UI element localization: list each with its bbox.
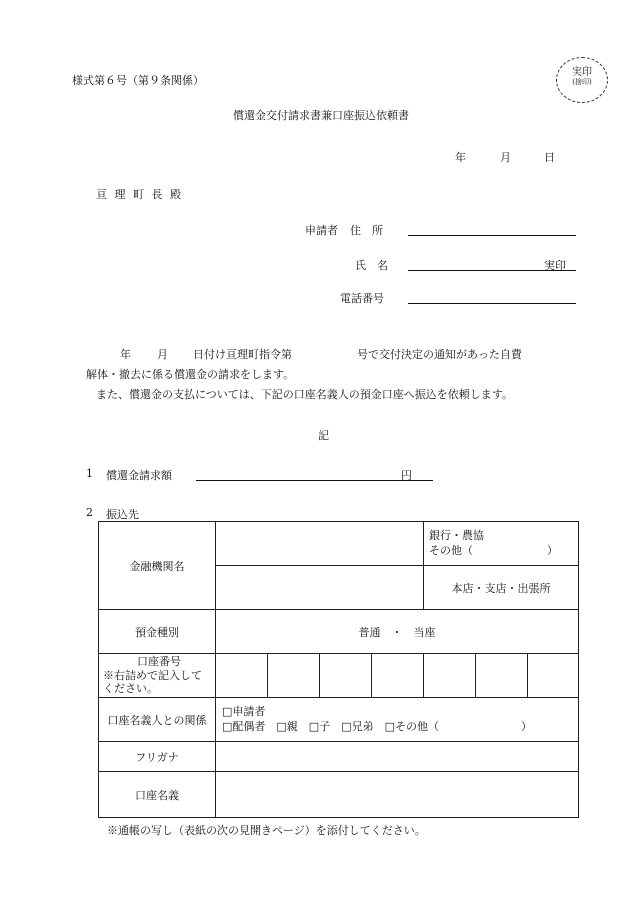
item2-label: 振込先 xyxy=(106,508,139,521)
relation-label: 口座名義人との関係 xyxy=(107,713,207,727)
account-label-cell xyxy=(99,654,216,698)
document-title: 償還金交付請求書兼口座振込依頼書 xyxy=(233,109,409,122)
bank-type-2-close: ） xyxy=(547,543,559,557)
relation-row xyxy=(99,698,579,742)
date-month: 月 xyxy=(500,151,511,164)
furigana-field[interactable] xyxy=(216,742,579,772)
account-digit-5[interactable] xyxy=(424,654,476,698)
address-field[interactable] xyxy=(408,235,576,236)
bank-label: 金融機関名 xyxy=(129,559,185,573)
relation-other-options xyxy=(222,720,578,735)
relation-label-cell xyxy=(99,698,216,742)
account-digit-7[interactable] xyxy=(528,654,579,698)
item1-label: 償還金請求額 xyxy=(106,469,172,482)
body-line-2: 解体・撤去に係る償還金の請求をします。 xyxy=(86,368,295,381)
date-year: 年 xyxy=(455,151,466,164)
bank-type-2: その他（ xyxy=(429,543,473,557)
bank-type-2-row xyxy=(429,544,578,559)
seal-mark: 実印 xyxy=(544,259,566,272)
claim-amount-field[interactable] xyxy=(196,480,433,481)
body-notice-text: 号で交付決定の通知があった自費 xyxy=(357,348,522,361)
branch-name-field[interactable] xyxy=(216,566,424,610)
bank-type-cell xyxy=(424,522,579,566)
phone-label: 電話番号 xyxy=(340,292,384,305)
ki-heading: 記 xyxy=(318,429,329,442)
branch-type-cell xyxy=(424,566,579,610)
holder-name-field[interactable] xyxy=(216,772,579,818)
bank-type-1: 銀行・農協 xyxy=(429,528,484,542)
account-digit-4[interactable] xyxy=(372,654,424,698)
name-label: 氏 名 xyxy=(355,259,388,272)
branch-types: 本店・支店・出張所 xyxy=(451,581,551,595)
stamp-sub-text: (捨印) xyxy=(572,78,592,86)
holder-row xyxy=(99,772,579,818)
bank-name-field[interactable] xyxy=(216,522,424,566)
relation-applicant-option[interactable]: □申請者 xyxy=(222,704,266,718)
bank-row xyxy=(99,522,579,566)
addressee: 亘 理 町 長 殿 xyxy=(96,188,183,201)
stamp-main-text: 実印 xyxy=(572,67,592,78)
body-year: 年 xyxy=(120,348,131,361)
relation-options[interactable]: □配偶者 □親 □子 □兄弟 □その他（ xyxy=(222,719,439,733)
transfer-table xyxy=(98,521,579,818)
deposit-label-cell xyxy=(99,610,216,654)
account-digit-3[interactable] xyxy=(320,654,372,698)
furigana-label: フリガナ xyxy=(135,750,179,764)
account-note-2: ください。 xyxy=(103,682,158,696)
body-order-text: 日付け亘理町指令第 xyxy=(193,348,292,361)
relation-options-cell[interactable] xyxy=(216,698,579,742)
seal-stamp xyxy=(556,57,608,103)
holder-label-cell xyxy=(99,772,216,818)
account-number-row xyxy=(99,654,579,698)
footnote: ※通帳の写し（表紙の次の見開きページ）を添付してください。 xyxy=(107,824,426,837)
deposit-type-selector[interactable] xyxy=(216,610,579,654)
address-label: 住 所 xyxy=(350,224,383,237)
body-line-3: また、償還金の支払については、下記の口座名義人の預金口座へ振込を依頼します。 xyxy=(96,388,513,401)
furigana-label-cell xyxy=(99,742,216,772)
account-digit-6[interactable] xyxy=(476,654,528,698)
applicant-label: 申請者 xyxy=(305,224,338,237)
holder-label: 口座名義 xyxy=(135,788,179,802)
account-note-1: ※右詰めで記入して xyxy=(103,668,202,682)
account-digit-2[interactable] xyxy=(268,654,320,698)
body-month: 月 xyxy=(157,348,168,361)
item1-unit: 円 xyxy=(401,469,412,482)
form-number: 様式第６号（第９条関係） xyxy=(72,74,204,87)
date-day: 日 xyxy=(544,151,555,164)
item1-number: 1 xyxy=(86,467,93,480)
relation-close: ） xyxy=(521,719,533,733)
phone-field[interactable] xyxy=(408,303,576,304)
item2-number: 2 xyxy=(86,506,93,519)
bank-label-cell xyxy=(99,522,216,610)
deposit-label: 預金種別 xyxy=(135,625,179,639)
deposit-row xyxy=(99,610,579,654)
deposit-value: 普通 ・ 当座 xyxy=(358,625,436,639)
account-digit-1[interactable] xyxy=(216,654,268,698)
furigana-row xyxy=(99,742,579,772)
account-label: 口座番号 xyxy=(137,654,181,668)
